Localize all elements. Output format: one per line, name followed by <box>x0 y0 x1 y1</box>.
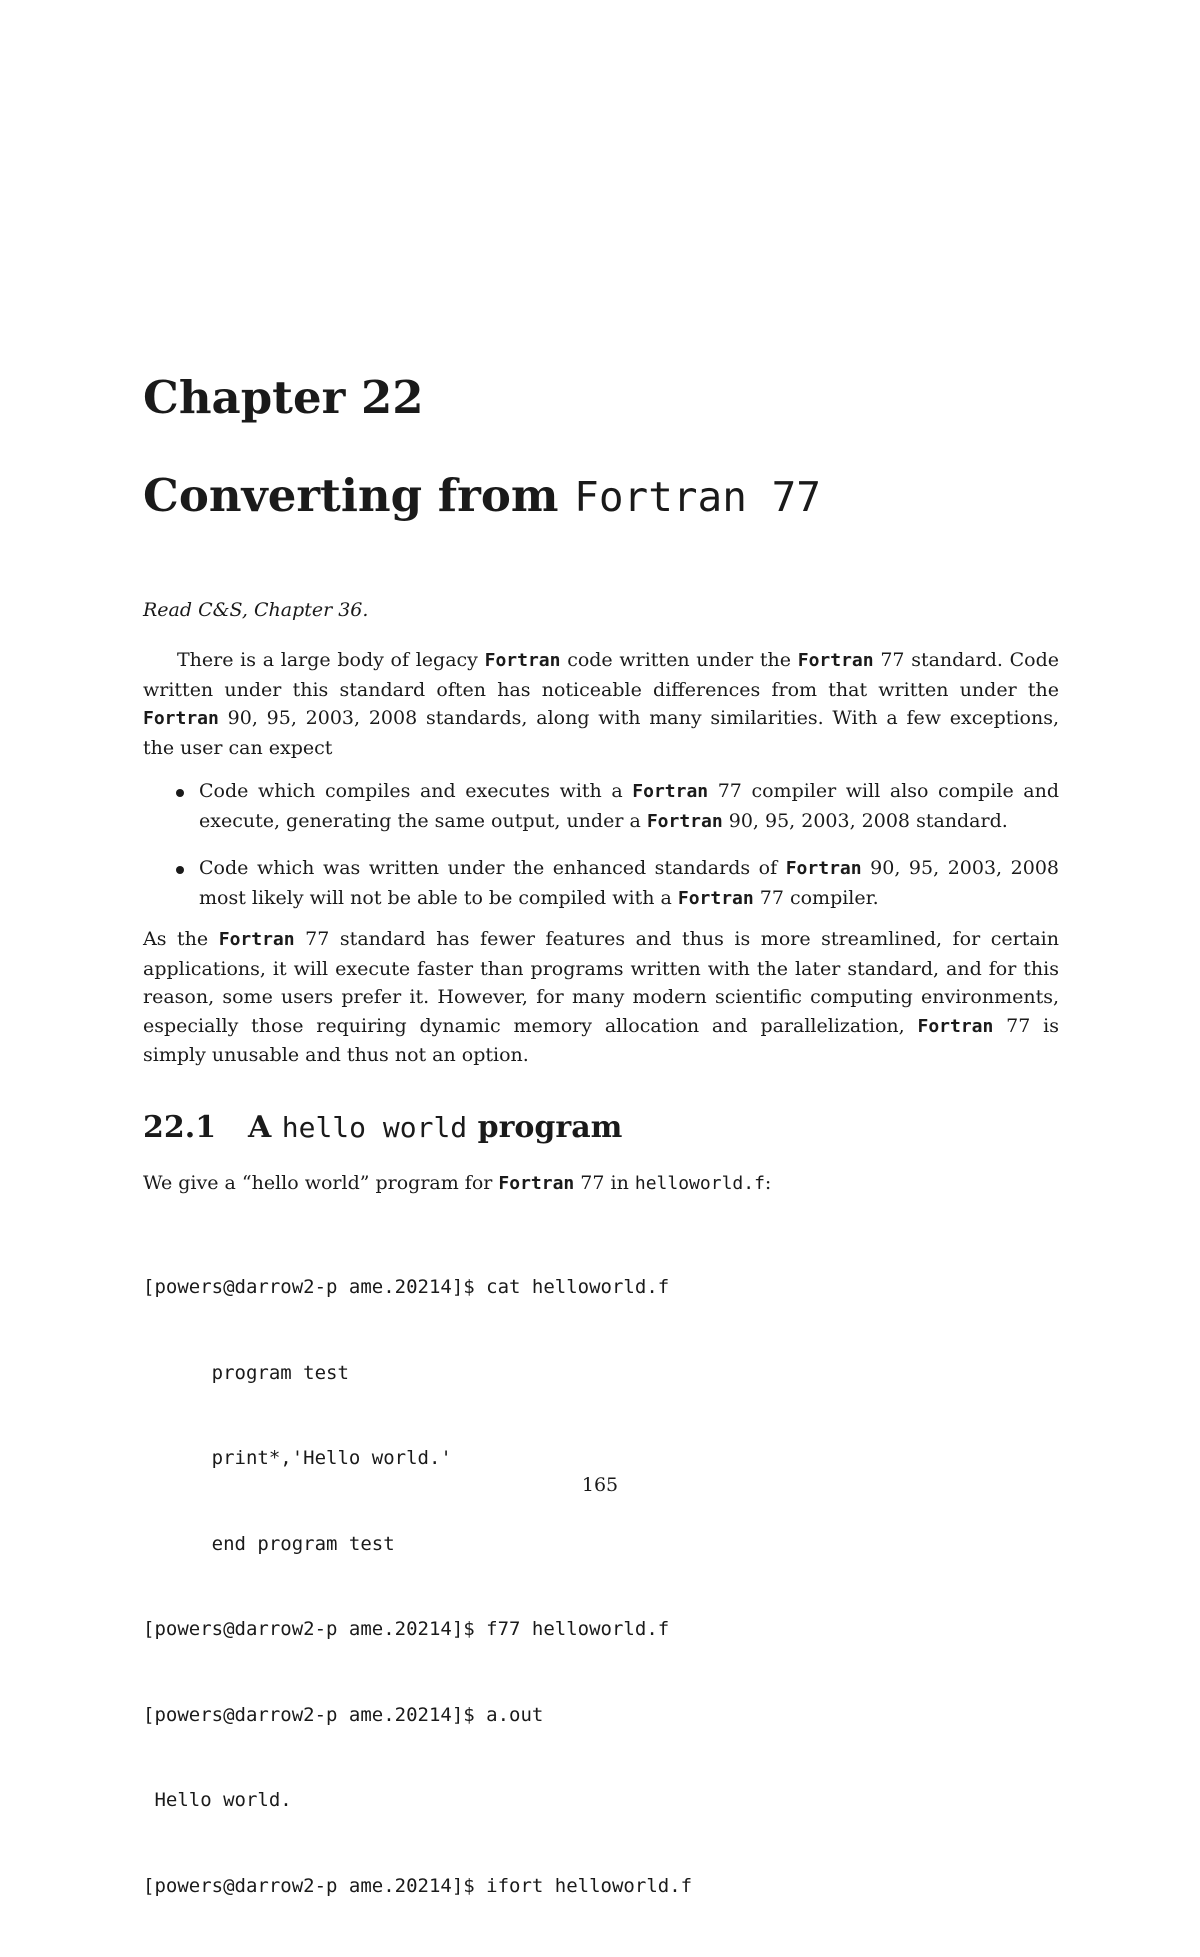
code-word: Fortran <box>785 858 862 879</box>
chapter-title-code: Fortran 77 <box>574 473 821 521</box>
text-run: Code which compiles and executes with a <box>199 780 633 802</box>
code-line: print*,'Hello world.' <box>143 1447 452 1469</box>
list-item <box>143 777 1059 836</box>
code-line: [powers@darrow2-p ame.20214]$ f77 helloworld.f <box>143 1618 670 1640</box>
performance-paragraph <box>143 925 1059 1070</box>
text-run: 90, 95, 2003, 2008 standards, along with many similarities. With a few exceptions, the user can expect <box>143 707 1059 759</box>
code-word: Fortran <box>498 1173 575 1194</box>
code-word: Fortran <box>484 650 561 671</box>
text-run: 77 standard. Code written under this standard often has noticeable differences from that written under the <box>143 649 1060 701</box>
text-run: 77 in <box>574 1172 635 1194</box>
bullet-icon <box>176 866 184 874</box>
example-intro <box>143 1169 771 1199</box>
text-run: 77 compiler. <box>753 886 879 909</box>
code-word: Fortran <box>917 1015 994 1037</box>
code-line: [powers@darrow2-p ame.20214]$ ifort helloworld.f <box>143 1874 693 1897</box>
section-title-text: program <box>467 1110 623 1145</box>
chapter-title-text: Converting from <box>143 469 575 522</box>
text-run: Code which was written under the enhanced standards of <box>199 857 786 879</box>
text-run: 90, 95, 2003, 2008 most likely will not be able to be compiled with a <box>199 857 1059 909</box>
text-run: 77 is simply unusable and thus not an option. <box>143 1014 1059 1066</box>
section-title-code: hello world <box>281 1111 468 1144</box>
code-line: Hello world. <box>143 1789 292 1811</box>
text-run: 77 compiler will also compile and execute, generating the same output, under a <box>199 780 1060 832</box>
section-title-text: A <box>248 1110 282 1145</box>
code-line: end program test <box>143 1532 395 1555</box>
code-word: Fortran <box>646 810 723 832</box>
code-line: [powers@darrow2-p ame.20214]$ a.out <box>143 1703 544 1726</box>
code-word: Fortran <box>677 887 754 909</box>
file-name: helloworld.f <box>634 1173 765 1194</box>
text-run: We give a “hello world” program for <box>143 1172 499 1194</box>
code-word: Fortran <box>632 781 709 802</box>
expectation-list <box>143 777 1059 931</box>
code-word: Fortran <box>797 650 874 671</box>
code-word: Fortran <box>218 929 295 950</box>
code-line: program test <box>143 1361 349 1384</box>
section-number: 22.1 <box>143 1110 217 1145</box>
list-item <box>143 854 1059 913</box>
text-run: : <box>764 1172 772 1194</box>
text-run: As the <box>143 928 219 950</box>
chapter-title <box>143 466 821 527</box>
chapter-label: Chapter 22 <box>143 371 424 424</box>
intro-paragraph <box>143 646 1059 762</box>
page-number: 165 <box>581 1474 619 1496</box>
section-heading <box>143 1108 622 1148</box>
text-run: code written under the <box>560 649 798 671</box>
terminal-listing <box>143 1216 692 1957</box>
text-run: 90, 95, 2003, 2008 standard. <box>722 809 1008 832</box>
reading-note: Read C&S, Chapter 36. <box>143 599 369 621</box>
code-line: [powers@darrow2-p ame.20214]$ cat helloworld.f <box>143 1276 670 1298</box>
text-run: 77 standard has fewer features and thus is more streamlined, for certain applications, it will execute faster than programs written with the later standard, and for this reason, some users prefer it. However, for many modern scientific computing environments, especially those requiring dynamic memory allocation and parallelization, <box>143 928 1059 1037</box>
text-run: There is a large body of legacy <box>177 649 485 671</box>
code-word: Fortran <box>143 708 219 729</box>
bullet-icon <box>176 789 184 797</box>
